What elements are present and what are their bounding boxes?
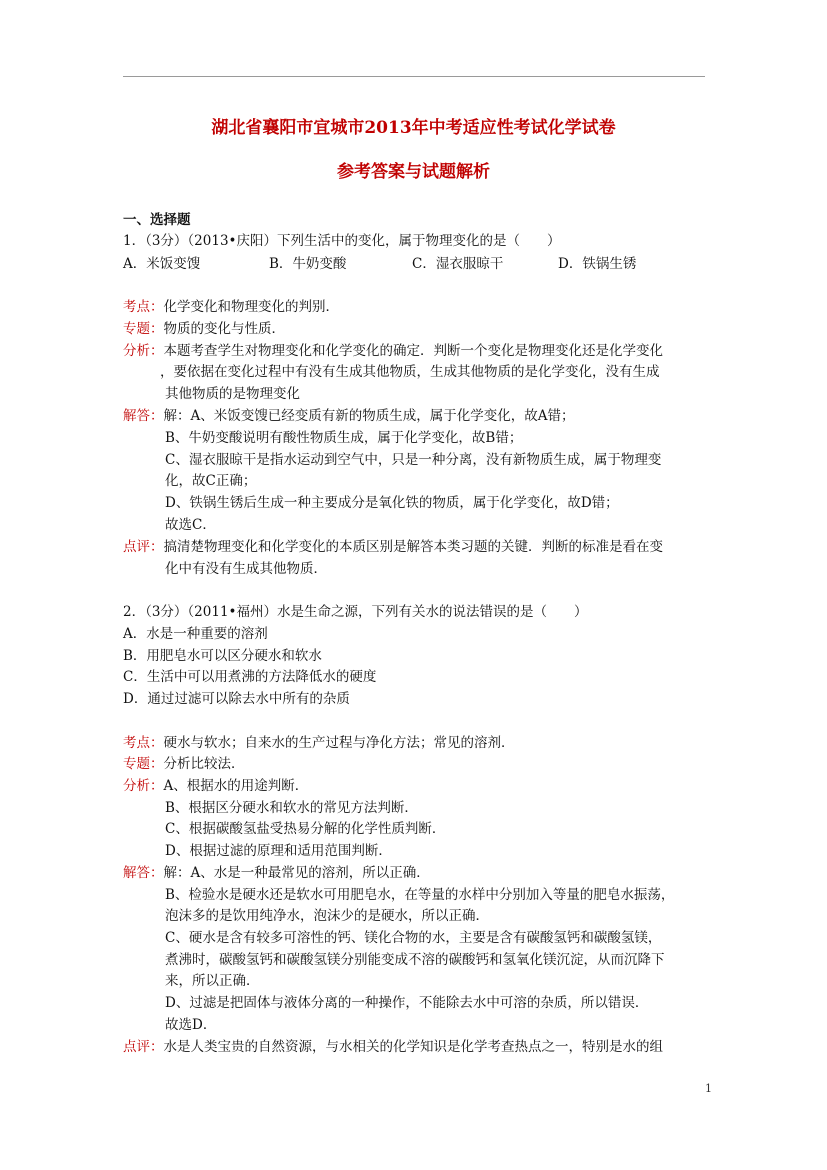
q2-fenxi [123, 777, 308, 795]
q1-kaodian [123, 298, 339, 316]
q1-jieda-line: C、湿衣服晾干是指水运动到空气中，只是一种分离，没有新物质生成，属于物理变 [165, 452, 662, 468]
q2-jieda-line: 解：A、水是一种最常见的溶剂，所以正确． [163, 865, 430, 881]
q1-kaodian-text: 化学变化和物理变化的判别． [163, 299, 339, 315]
q1-fenxi-line: 其他物质的是物理变化 [165, 386, 300, 402]
header-rule [123, 76, 705, 77]
q2-jieda-line: 故选D． [165, 1017, 217, 1033]
jieda-label: 解答： [123, 865, 164, 881]
q1-stem: 1．（3分）（2013•庆阳）下列生活中的变化，属于物理变化的是（ ） [123, 233, 561, 249]
zhuanti-label: 专题： [123, 756, 164, 772]
q1-fenxi-line: ，要依据在变化过程中有没有生成其他物质，生成其他物质的是化学变化，没有生成 [160, 364, 660, 380]
dianping-label: 点评： [123, 539, 164, 555]
kaodian-label: 考点： [123, 299, 164, 315]
q1-jieda-line: B、牛奶变酸说明有酸性物质生成，属于化学变化，故B错； [165, 430, 523, 446]
kaodian-label: 考点： [123, 735, 164, 751]
q2-option-a: A．水是一种重要的溶剂 [123, 626, 268, 642]
q2-fenxi-line: B、根据区分硬水和软水的常见方法判断． [165, 800, 418, 816]
q1-fenxi-line: 本题考查学生对物理变化和化学变化的确定．判断一个变化是物理变化还是化学变化 [163, 343, 663, 359]
q2-option-d: D．通过过滤可以除去水中所有的杂质 [123, 691, 350, 707]
q1-jieda-line: 解：A、米饭变馊已经变质有新的物质生成，属于化学变化，故A错； [163, 408, 575, 424]
q2-dianping-line: 水是人类宝贵的自然资源，与水相关的化学知识是化学考查热点之一，特别是水的组 [163, 1039, 663, 1055]
q1-jieda-line: 故选C． [165, 517, 216, 533]
q1-dianping [123, 538, 663, 556]
q1-jieda-line: 化，故C正确； [165, 473, 257, 489]
q1-zhuanti-text: 物质的变化与性质． [163, 321, 285, 337]
q2-fenxi-line: A、根据水的用途判断． [163, 778, 309, 794]
q2-jieda-line: D、过滤是把固体与液体分离的一种操作，不能除去水中可溶的杂质，所以错误． [165, 995, 649, 1011]
q2-fenxi-line: C、根据碳酸氢盐受热易分解的化学性质判断． [165, 821, 446, 837]
q1-option-d: D．铁锅生锈 [558, 256, 637, 272]
q2-option-c: C．生活中可以用煮沸的方法降低水的硬度 [123, 669, 377, 685]
fenxi-label: 分析： [123, 778, 164, 794]
q2-option-b: B．用肥皂水可以区分硬水和软水 [123, 648, 322, 664]
q1-option-c: C．湿衣服晾干 [412, 256, 504, 272]
zhuanti-label: 专题： [123, 321, 164, 337]
q2-jieda-line: 来，所以正确． [165, 973, 260, 989]
section-heading: 一、选择题 [123, 212, 191, 228]
q1-options [123, 255, 636, 273]
q2-jieda-line: 煮沸时，碳酸氢钙和碳酸氢镁分别能变成不溶的碳酸钙和氢氧化镁沉淀，从而沉降下 [165, 952, 665, 968]
page-number: 1 [705, 1082, 712, 1095]
doc-title: 湖北省襄阳市宜城市2013年中考适应性考试化学试卷 [211, 118, 616, 138]
q2-zhuanti [123, 755, 245, 773]
q2-zhuanti-text: 分析比较法． [163, 756, 245, 772]
q2-stem: 2．（3分）（2011•福州）水是生命之源，下列有关水的说法错误的是（ ） [123, 604, 588, 620]
jieda-label: 解答： [123, 408, 164, 424]
q1-option-a: A．米饭变馊 [123, 256, 201, 272]
q2-fenxi-line: D、根据过滤的原理和适用范围判断． [165, 843, 392, 859]
q1-zhuanti [123, 320, 285, 338]
q2-jieda [123, 864, 430, 882]
fenxi-label: 分析： [123, 343, 164, 359]
q1-fenxi [123, 342, 663, 360]
doc-subtitle: 参考答案与试题解析 [337, 162, 490, 182]
q2-dianping [123, 1038, 663, 1056]
q1-jieda [123, 407, 575, 425]
q2-jieda-line: B、检验水是硬水还是软水可用肥皂水，在等量的水样中分别加入等量的肥皂水振荡， [165, 887, 675, 903]
q1-dianping-line: 化中有没有生成其他物质． [165, 561, 327, 577]
dianping-label: 点评： [123, 1039, 164, 1055]
q2-jieda-line: C、硬水是含有较多可溶性的钙、镁化合物的水，主要是含有碳酸氢钙和碳酸氢镁， [165, 930, 662, 946]
q2-kaodian [123, 734, 515, 752]
q1-option-b: B．牛奶变酸 [269, 256, 347, 272]
q2-kaodian-text: 硬水与软水；自来水的生产过程与净化方法；常见的溶剂． [163, 735, 515, 751]
q1-dianping-line: 搞清楚物理变化和化学变化的本质区别是解答本类习题的关键．判断的标准是看在变 [163, 539, 663, 555]
q1-jieda-line: D、铁锅生锈后生成一种主要成分是氧化铁的物质，属于化学变化，故D错； [165, 495, 619, 511]
q2-jieda-line: 泡沫多的是饮用纯净水，泡沫少的是硬水，所以正确． [165, 908, 489, 924]
